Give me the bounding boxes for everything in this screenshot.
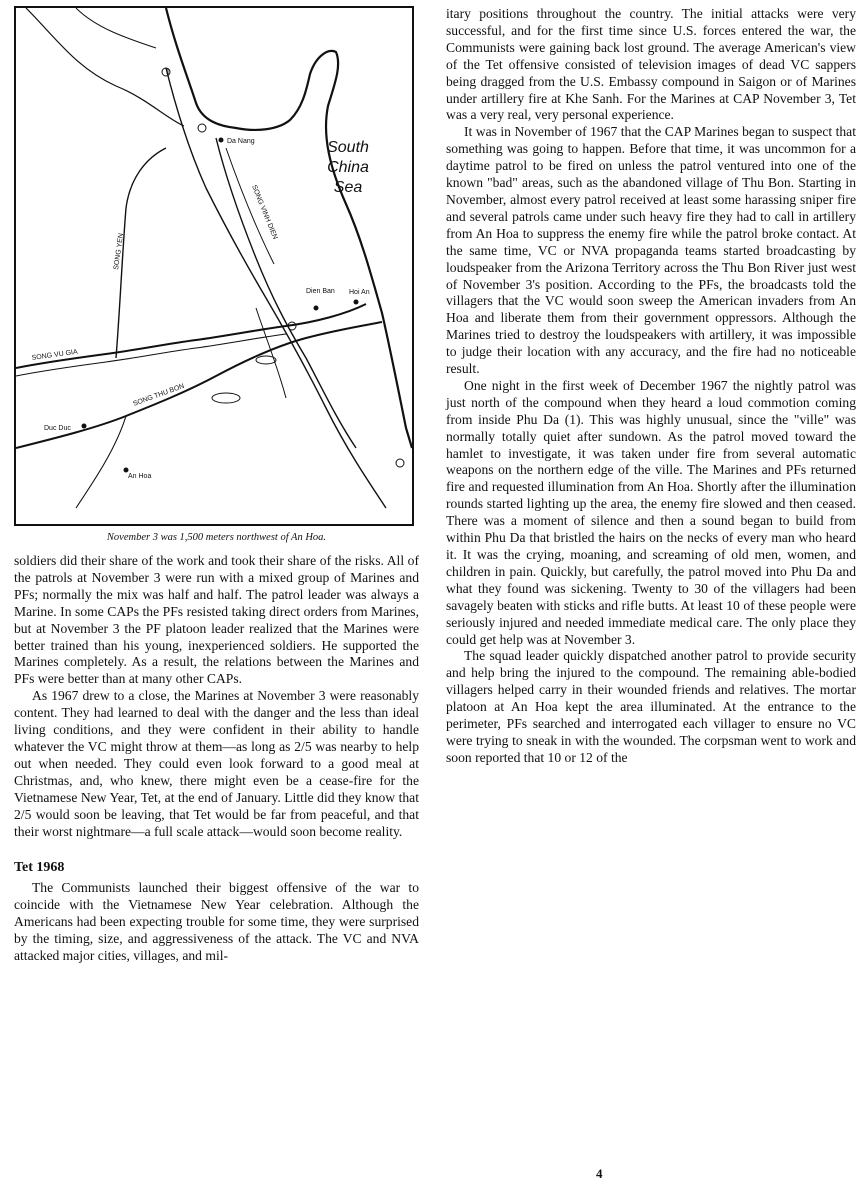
- section-heading: Tet 1968: [14, 860, 65, 876]
- body-paragraph: One night in the first week of December 1967 the nightly patrol was just north of the compound when they heard a loud commotion coming from inside Phu Da (1). This was highly unusual, since the "ville" was normally totally quiet after sundown. As the patrol moved toward the hamlet to investigate, it was taken under fire from several automatic weapons on the northern edge of the ville. The Marines and PFs returned fire and requested illumination from An Hoa. Shortly after the illumination rounds started lighting up the area, the enemy fire slowed and then ceased. There was a moment of silence and then a sound began to build from within Phu Da that bristled the hairs on the necks of every man who heard it. It was the crying, moaning, and screaming of old men, women, and children in pain. Quickly, but carefully, the patrol moved into Phu Da and what they found was sickening. Twenty to 30 of the villagers had been savagely beaten with sticks and rifle butts. At least 10 of these people were seriously injured and needed immediate medical care. The only place they could get help was at November 3.: [446, 377, 856, 647]
- map-label-song-vu-gia: SONG VU GIA: [31, 348, 79, 362]
- sea-label-line: China: [327, 159, 369, 176]
- body-paragraph: itary positions throughout the country. The initial attacks were very successful, and for the first time since U.S. forces entered the war, the Communists were gaining back lost ground. The average American's view of the Tet offensive consisted of television images of dead VC sappers being dragged from the U.S. Embassy compound in Saigon or of Marines under artillery fire at Khe Sanh. For the Marines at CAP November 3, Tet was a very real, very personal experience.: [446, 6, 856, 123]
- map-label-duc-duc: Duc Duc: [44, 425, 71, 432]
- body-paragraph: As 1967 drew to a close, the Marines at November 3 were reasonably content. They had learned to deal with the danger and the less than ideal living conditions, and they were confident in their ability to handle whatever the VC might throw at them—as long as 2/5 was nearby to help out when needed. They could even look forward to a good meal at Christmas, and, who knew, there might even be a cease-fire for the Vietnamese New Year, Tet, at the end of January. Little did they know that 2/5 would soon be leaving, that Tet would be far from peaceful, and that their worst nightmare—a full scale attack—would soon become reality.: [14, 688, 419, 839]
- sea-label-line: South: [327, 139, 369, 156]
- map-caption: November 3 was 1,500 meters northwest of An Hoa.: [106, 532, 327, 543]
- map-label-song-vinh-dien: SONG VINH DIEN: [250, 184, 279, 241]
- page-number: 4: [596, 1166, 603, 1181]
- area-map: [14, 6, 414, 526]
- body-paragraph: The Communists launched their biggest offensive of the war to coincide with the Vietnamese New Year celebration. Although the Americans had been expecting trouble for some time, they were surprised by the timing, size, and aggressiveness of the attack. The VC and NVA attacked major cities, villages, and mil-: [14, 880, 419, 964]
- right-column: [446, 6, 856, 767]
- map-label-song-thu-bon: SONG THU BON: [132, 382, 186, 408]
- map-label-hoi-an: Hoi An: [349, 289, 370, 296]
- map-label-da-nang: Da Nang: [227, 138, 255, 145]
- map-label-an-hoa: An Hoa: [128, 473, 152, 480]
- body-paragraph: The squad leader quickly dispatched another patrol to provide security and help bring the injured to the compound. The remaining able-bodied villagers helped carry in their wounded friends and relatives. The mortar platoon at An Hoa kept the area illuminated. At the entrance to the perimeter, PFs searched and interrogated each villager to ensure no VC were trying to sneak in with the wounded. The corpsman went to work and soon reported that 10 or 12 of the: [446, 648, 856, 765]
- map-label-song-yen: SONG YEN: [113, 232, 126, 271]
- route-marker-label: 1: [166, 69, 170, 76]
- map-drawing: [16, 8, 412, 524]
- left-column: [14, 6, 419, 965]
- body-paragraph: soldiers did their share of the work and took their share of the risks. All of the patrols at November 3 were run with a mixed group of Marines and PFs; normally the mix was half and half. The patrol leader was always a Marine. In some CAPs the PFs resisted taking direct orders from Marines, but at November 3 the PF platoon leader realized that the Marines were better trained than his young, inexperienced soldiers. He supported the Marines completely. As a result, the relations between the Marines and PFs were better than at many other CAPs.: [14, 553, 419, 687]
- sea-label-line: Sea: [333, 179, 363, 196]
- map-label-dien-ban: Dien Ban: [306, 288, 335, 295]
- body-paragraph: It was in November of 1967 that the CAP Marines began to suspect that something was going to happen. Before that time, it was uncommon for a daytime patrol to be fired on unless the patrol ventured into one of the known "bad" areas, such as the abandoned village of Thu Bon. Starting in November, almost every patrol received at least some harassing sniper fire and several patrols came under such heavy fire they had to call in artillery from An Hoa to suppress the enemy fire while the patrol broke contact. At the same time, VC or NVA propaganda teams started broadcasting by loudspeaker from the Arizona Territory across the Thu Bon River just west of November 3's position. According to the PFs, the broadcasts told the villagers that the VC would soon sweep the American invaders from An Hoa and liberate them from their government oppressors. Although the Marines tried to destroy the loudspeakers with artillery, it was impossible to judge their location with any accuracy, and the fire had no noticeable result.: [446, 124, 856, 377]
